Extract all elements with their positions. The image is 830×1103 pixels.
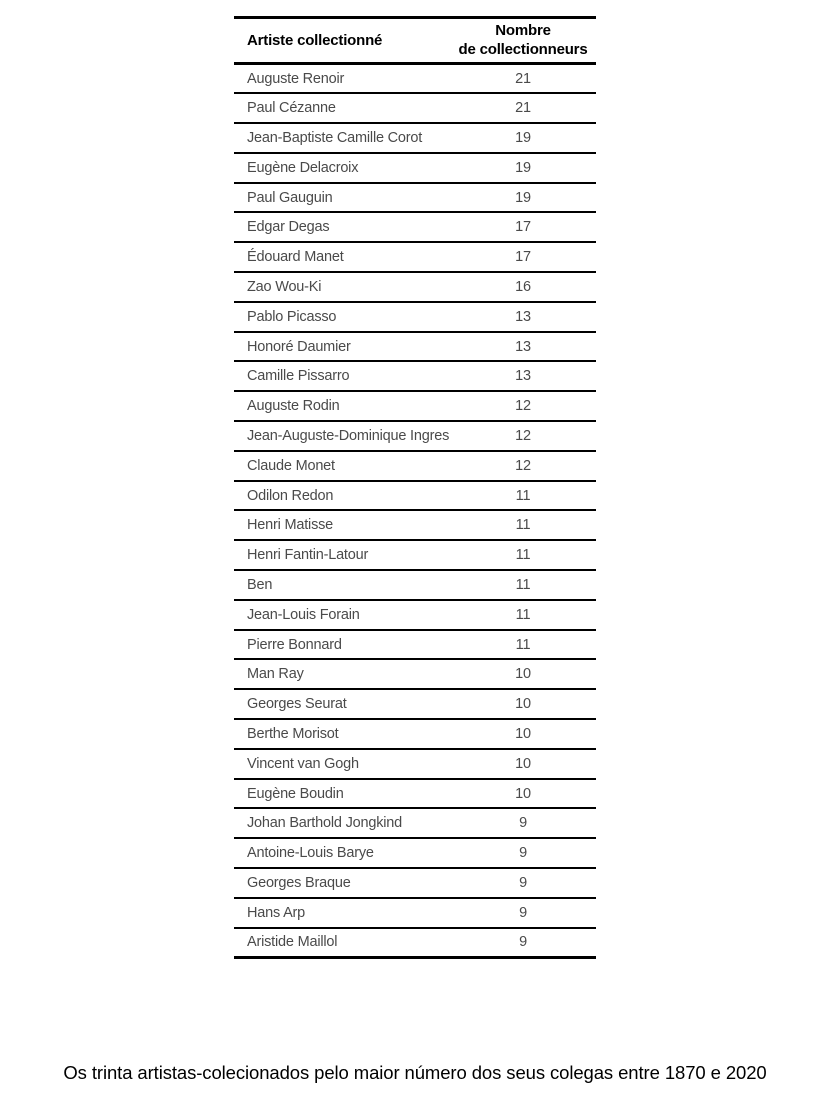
collector-count-cell: 13 [515,338,531,355]
artist-name-cell: Auguste Renoir [247,70,345,87]
collector-count-cell: 10 [515,755,531,772]
table-row [234,451,596,481]
table-row [234,838,596,868]
collector-count-cell: 19 [515,189,531,206]
collector-count-cell: 11 [515,636,531,653]
collector-count-cell: 9 [519,845,527,862]
table-caption: Os trinta artistas-colecionados pelo maior número dos seus colegas entre 1870 e 2020 [63,1062,767,1083]
table-row [234,391,596,421]
collector-count-cell: 12 [515,427,531,444]
collector-count-cell: 9 [519,934,527,951]
artist-name-cell: Georges Braque [247,874,351,891]
artist-name-cell: Zao Wou-Ki [247,278,322,295]
table-row [234,272,596,302]
collector-count-cell: 19 [515,129,531,146]
collector-count-cell: 10 [515,785,531,802]
artist-name-cell: Man Ray [247,666,304,683]
collector-count-cell: 13 [515,308,531,325]
artist-name-cell: Honoré Daumier [247,338,351,355]
table-row [234,808,596,838]
artist-name-cell: Paul Gauguin [247,189,333,206]
table-row [234,719,596,749]
collector-count-cell: 12 [515,398,531,415]
column-header-collectors-line1: Nombre [495,21,551,39]
table-row [234,779,596,809]
artist-name-cell: Jean-Baptiste Camille Corot [247,129,423,146]
table-row [234,630,596,660]
artist-name-cell: Claude Monet [247,457,335,474]
collector-count-cell: 10 [515,666,531,683]
artist-name-cell: Ben [247,576,273,593]
collector-count-cell: 13 [515,368,531,385]
artist-name-cell: Vincent van Gogh [247,755,359,772]
artist-name-cell: Camille Pissarro [247,368,350,385]
collector-count-cell: 11 [515,576,531,593]
table-row [234,361,596,391]
collector-count-cell: 19 [515,159,531,176]
artist-name-cell: Eugène Delacroix [247,159,359,176]
column-header-collectors [450,18,596,64]
table-row [234,421,596,451]
collected-artists-table [234,16,596,959]
collector-count-cell: 21 [515,70,531,87]
table-row [234,868,596,898]
table-row [234,928,596,958]
collector-count-cell: 17 [515,249,531,266]
table-row [234,749,596,779]
artist-name-cell: Henri Fantin-Latour [247,547,369,564]
table-header-row [234,18,596,64]
column-header-collectors-line2: de collectionneurs [458,40,588,58]
table-row [234,540,596,570]
artist-name-cell: Berthe Morisot [247,725,339,742]
table-row [234,898,596,928]
artist-name-cell: Pablo Picasso [247,308,337,325]
artist-name-cell: Eugène Boudin [247,785,344,802]
table-row [234,153,596,183]
collector-count-cell: 11 [515,606,531,623]
collector-count-cell: 10 [515,696,531,713]
artist-name-cell: Edgar Degas [247,219,330,236]
table-row [234,481,596,511]
collector-count-cell: 11 [515,517,531,534]
collector-count-cell: 9 [519,874,527,891]
collector-count-cell: 9 [519,815,527,832]
collector-count-cell: 17 [515,219,531,236]
collector-count-cell: 16 [515,278,531,295]
collector-count-cell: 11 [515,487,531,504]
column-header-artist: Artiste collectionné [247,32,383,49]
table-body [234,64,596,958]
artist-name-cell: Aristide Maillol [247,934,338,951]
table-row [234,600,596,630]
table-row [234,123,596,153]
table-row [234,302,596,332]
artist-name-cell: Paul Cézanne [247,100,336,117]
artist-name-cell: Édouard Manet [247,249,344,266]
table-row [234,510,596,540]
table-row [234,332,596,362]
collector-count-cell: 12 [515,457,531,474]
table-row [234,570,596,600]
artist-name-cell: Henri Matisse [247,517,334,534]
artist-name-cell: Jean-Louis Forain [247,606,360,623]
collector-count-cell: 21 [515,100,531,117]
table-row [234,93,596,123]
artist-name-cell: Odilon Redon [247,487,334,504]
artist-name-cell: Pierre Bonnard [247,636,342,653]
artist-name-cell: Jean-Auguste-Dominique Ingres [247,427,450,444]
collector-count-cell: 10 [515,725,531,742]
collector-count-cell: 9 [519,904,527,921]
artist-name-cell: Antoine-Louis Barye [247,845,374,862]
collector-count-cell: 11 [515,547,531,564]
table-row [234,242,596,272]
table-row [234,659,596,689]
table-row [234,64,596,94]
artist-name-cell: Georges Seurat [247,696,347,713]
table-row [234,183,596,213]
artist-name-cell: Hans Arp [247,904,306,921]
table-row [234,212,596,242]
artist-name-cell: Johan Barthold Jongkind [247,815,403,832]
artist-name-cell: Auguste Rodin [247,398,340,415]
table-row [234,689,596,719]
